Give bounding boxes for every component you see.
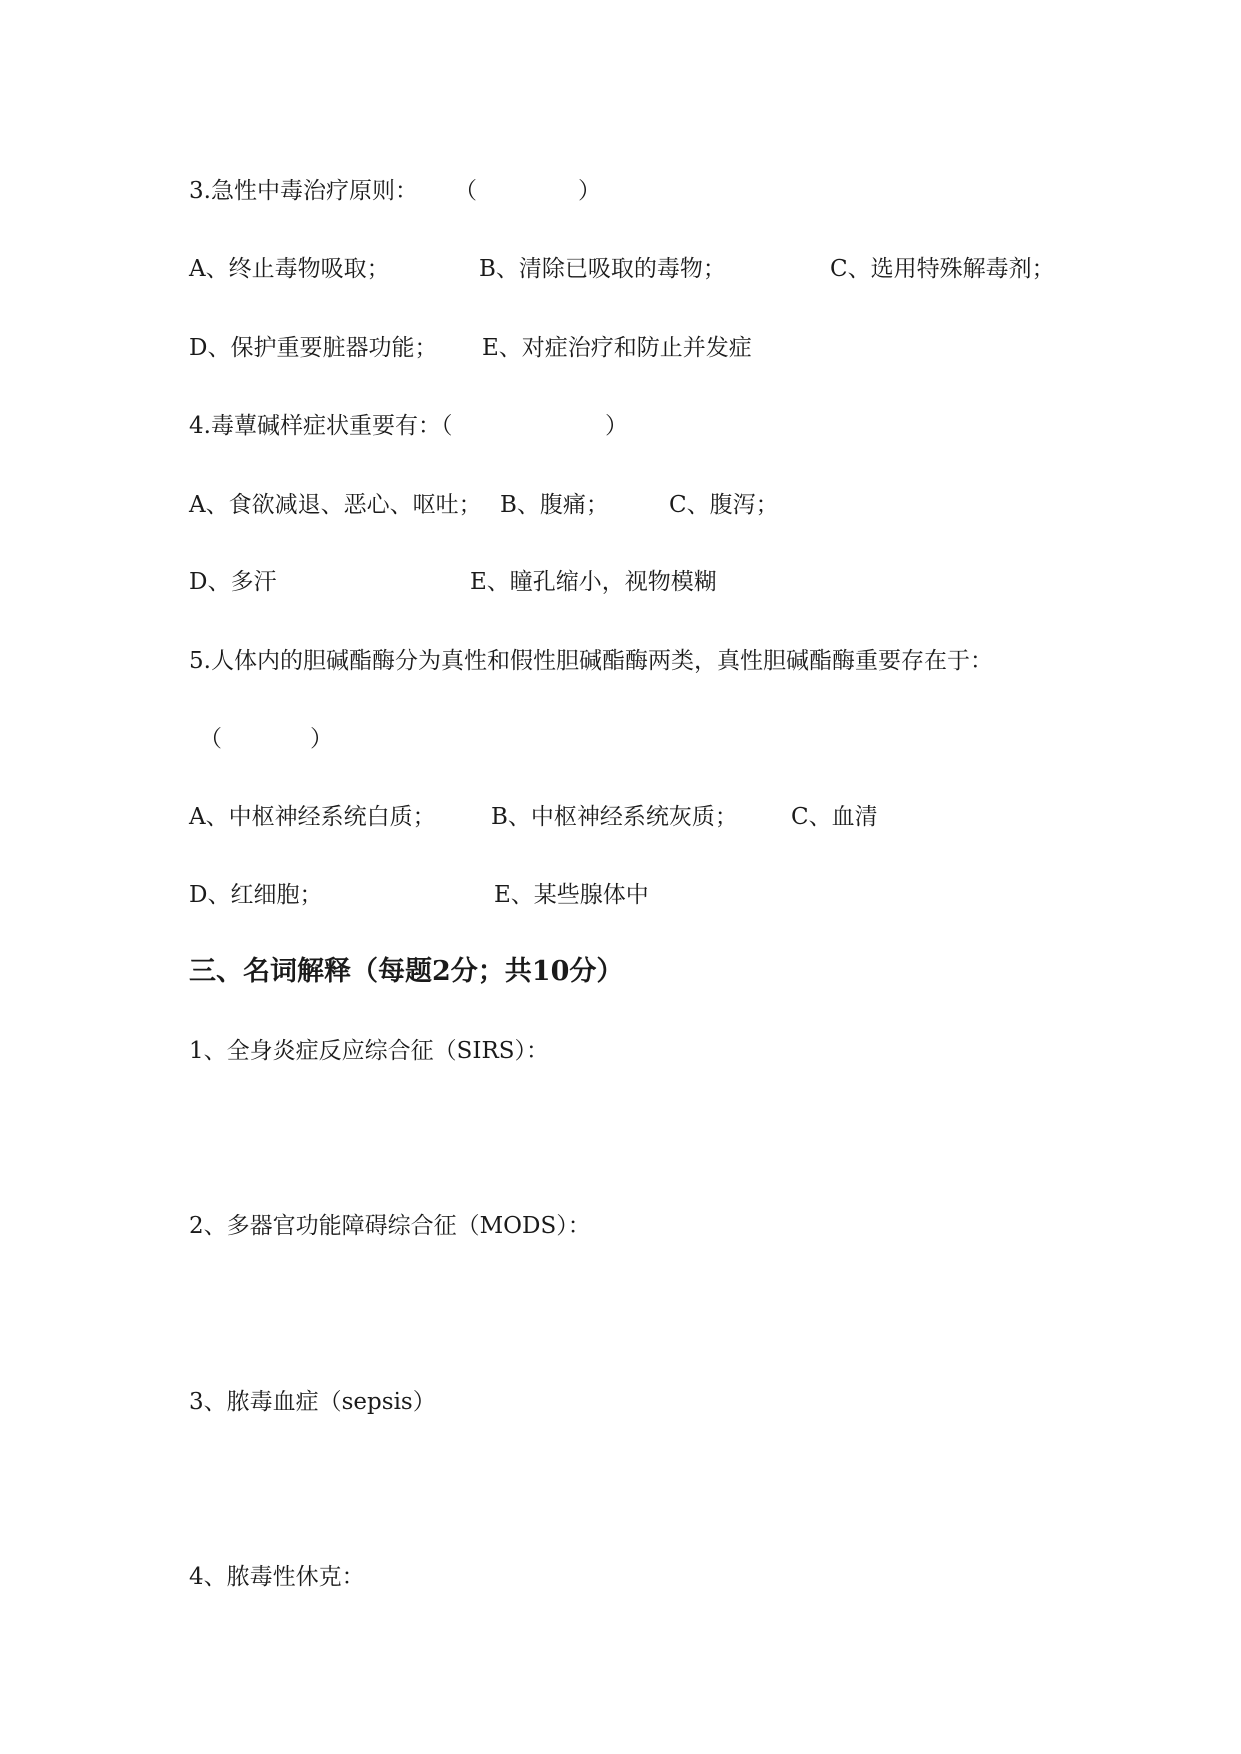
question-4-option-a: A、食欲减退、恶心、呕吐；	[189, 492, 482, 518]
question-3-option-c: C、选用特殊解毒剂；	[830, 256, 1055, 282]
term-1: 1、全身炎症反应综合征（SIRS）：	[189, 1038, 550, 1064]
question-3-paren-close: ）	[578, 178, 601, 204]
question-5-options-row-1	[189, 802, 878, 832]
question-4-stem: 4.毒蕈碱样症状重要有：（	[189, 413, 453, 439]
question-5-option-e: E、某些腺体中	[494, 882, 649, 908]
term-2: 2、多器官功能障碍综合征（MODS）：	[189, 1213, 591, 1239]
question-4-option-d: D、多汗	[189, 569, 277, 595]
term-4: 4、脓毒性休克：	[189, 1564, 365, 1590]
question-4-option-b: B、腹痛；	[500, 492, 609, 518]
question-4-option-c: C、腹泻；	[669, 492, 779, 518]
question-4-options-row-1	[189, 490, 779, 520]
question-4-paren-close: ）	[605, 413, 628, 439]
section-3-heading: 三、名词解释（每题2分；共10分）	[189, 956, 624, 987]
question-3-options-row-2	[189, 333, 752, 363]
question-5-option-b: B、中枢神经系统灰质；	[491, 804, 738, 830]
question-5-option-c: C、血清	[791, 804, 878, 830]
question-4-stem-line	[189, 411, 628, 441]
question-3-paren-open: （	[454, 178, 477, 204]
question-4-options-row-2	[189, 567, 717, 597]
question-5-paren-close: ）	[310, 726, 333, 752]
question-3-option-d: D、保护重要脏器功能；	[189, 335, 438, 361]
question-4-option-e: E、瞳孔缩小，视物模糊	[470, 569, 717, 595]
term-3: 3、脓毒血症（sepsis）	[189, 1389, 436, 1415]
question-3-option-e: E、对症治疗和防止并发症	[482, 335, 752, 361]
question-5-option-d: D、红细胞；	[189, 882, 323, 908]
question-5-option-a: A、中枢神经系统白质；	[189, 804, 436, 830]
question-5-answer-parens	[189, 724, 333, 754]
question-5-paren-open: （	[199, 726, 222, 752]
question-3-option-a: A、终止毒物吸取；	[189, 256, 390, 282]
question-3-options-row-1	[189, 254, 1055, 284]
question-3-option-b: B、清除已吸取的毒物；	[479, 256, 726, 282]
question-3-stem-line	[189, 176, 601, 206]
question-5-stem: 5.人体内的胆碱酯酶分为真性和假性胆碱酯酶两类，真性胆碱酯酶重要存在于：	[189, 648, 993, 674]
question-5-stem-line	[189, 646, 993, 676]
question-5-options-row-2	[189, 880, 649, 910]
question-3-stem: 3.急性中毒治疗原则：	[189, 178, 418, 204]
